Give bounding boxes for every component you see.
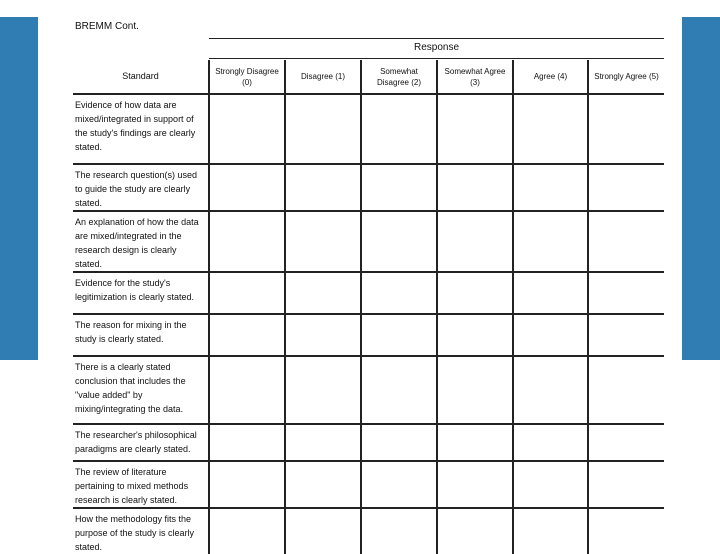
rating-cell[interactable] <box>285 314 361 356</box>
rating-cell[interactable] <box>588 211 664 272</box>
rating-cell[interactable] <box>361 211 437 272</box>
table-row <box>73 424 664 461</box>
rating-cell[interactable] <box>513 94 588 164</box>
response-header-agree: Agree (4) <box>513 60 588 94</box>
rating-cell[interactable] <box>285 94 361 164</box>
response-header-strongly-agree: Strongly Agree (5) <box>588 60 664 94</box>
rating-cell[interactable] <box>361 314 437 356</box>
response-header-strongly-disagree: Strongly Disagree (0) <box>209 60 285 94</box>
rating-cell[interactable] <box>513 508 588 554</box>
standard-cell: There is a clearly stated conclusion that includes the "value added" by mixing/integrating the data. <box>73 356 209 424</box>
header-row <box>73 60 664 94</box>
rating-cell[interactable] <box>361 272 437 314</box>
rating-cell[interactable] <box>361 94 437 164</box>
rating-cell[interactable] <box>437 314 513 356</box>
rating-cell[interactable] <box>588 461 664 508</box>
response-header-somewhat-disagree: Somewhat Disagree (2) <box>361 60 437 94</box>
rating-cell[interactable] <box>209 508 285 554</box>
rating-cell[interactable] <box>588 164 664 211</box>
rating-cell[interactable] <box>513 424 588 461</box>
standard-column-header: Standard <box>73 60 209 94</box>
standard-cell: The research question(s) used to guide the study are clearly stated. <box>73 164 209 211</box>
rating-cell[interactable] <box>209 424 285 461</box>
rating-cell[interactable] <box>513 461 588 508</box>
rating-cell[interactable] <box>361 424 437 461</box>
rating-cell[interactable] <box>588 424 664 461</box>
table-row <box>73 272 664 314</box>
table-row <box>73 94 664 164</box>
standard-cell: An explanation of how the data are mixed/integrated in the research design is clearly stated. <box>73 211 209 272</box>
table-row <box>73 356 664 424</box>
rating-cell[interactable] <box>437 356 513 424</box>
rating-cell[interactable] <box>285 272 361 314</box>
response-rule <box>209 58 664 59</box>
rating-cell[interactable] <box>513 314 588 356</box>
rating-cell[interactable] <box>209 461 285 508</box>
response-header: Response <box>413 42 460 53</box>
table-row <box>73 211 664 272</box>
standard-cell: How the methodology fits the purpose of the study is clearly stated. <box>75 514 195 552</box>
table-row <box>73 461 664 508</box>
standard-cell: Evidence for the study's legitimization is clearly stated. <box>73 272 209 314</box>
rating-cell[interactable] <box>209 94 285 164</box>
rating-cell[interactable] <box>513 272 588 314</box>
rating-cell[interactable] <box>285 508 361 554</box>
standard-cell: The review of literature pertaining to mixed methods research is clearly stated. <box>73 461 209 508</box>
table-row <box>73 314 664 356</box>
top-rule <box>209 38 664 39</box>
rating-cell[interactable] <box>437 211 513 272</box>
rating-cell[interactable] <box>209 211 285 272</box>
rating-cell[interactable] <box>285 211 361 272</box>
rating-cell[interactable] <box>361 164 437 211</box>
response-header-disagree: Disagree (1) <box>285 60 361 94</box>
rating-cell[interactable] <box>285 424 361 461</box>
document-title: BREMM Cont. <box>75 21 139 32</box>
rating-cell[interactable] <box>437 272 513 314</box>
rating-cell[interactable] <box>513 164 588 211</box>
table-row <box>73 164 664 211</box>
table-row <box>73 508 664 554</box>
rating-cell[interactable] <box>437 164 513 211</box>
rating-cell[interactable] <box>588 272 664 314</box>
rating-cell[interactable] <box>209 164 285 211</box>
rating-cell[interactable] <box>513 211 588 272</box>
rating-cell[interactable] <box>588 94 664 164</box>
rating-cell[interactable] <box>209 272 285 314</box>
rating-cell[interactable] <box>513 356 588 424</box>
rating-cell[interactable] <box>361 461 437 508</box>
rating-cell[interactable] <box>361 508 437 554</box>
rating-table <box>73 60 664 554</box>
rating-cell[interactable] <box>588 314 664 356</box>
rating-cell[interactable] <box>437 94 513 164</box>
response-header-somewhat-agree: Somewhat Agree (3) <box>437 60 513 94</box>
rating-cell[interactable] <box>285 356 361 424</box>
rating-cell[interactable] <box>588 508 664 554</box>
standard-cell: The researcher's philosophical paradigms are clearly stated. <box>73 424 209 461</box>
rating-cell[interactable] <box>588 356 664 424</box>
rating-cell[interactable] <box>437 461 513 508</box>
rating-cell[interactable] <box>209 314 285 356</box>
standard-cell: The reason for mixing in the study is clearly stated. <box>73 314 209 356</box>
rating-cell[interactable] <box>209 356 285 424</box>
rating-cell[interactable] <box>285 461 361 508</box>
document-page <box>38 17 682 552</box>
rating-cell[interactable] <box>437 508 513 554</box>
rating-cell[interactable] <box>285 164 361 211</box>
rating-cell[interactable] <box>437 424 513 461</box>
rating-cell[interactable] <box>361 356 437 424</box>
standard-cell: Evidence of how data are mixed/integrated in support of the study's findings are clearly stated. <box>73 94 209 164</box>
